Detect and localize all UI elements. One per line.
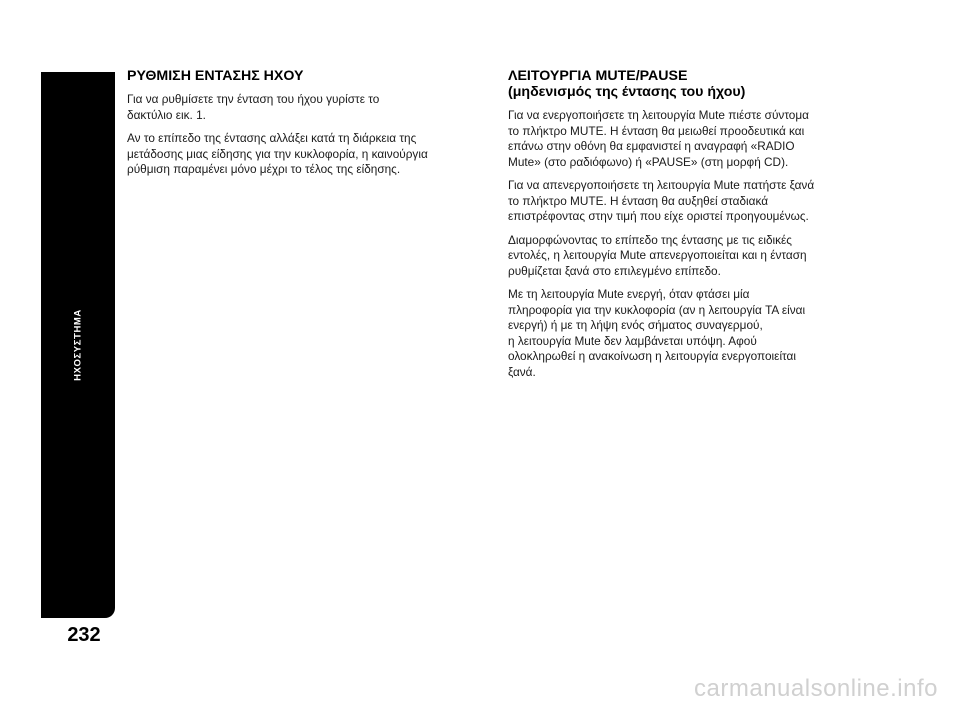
- mute-subtitle-line: (μηδενισμός της έντασης του ήχου): [508, 84, 746, 100]
- mute-section: [508, 68, 853, 388]
- mute-paragraph: Για να ενεργοποιήσετε τη λειτουργία Mute πιέστε σύντομα το πλήκτρο MUTE. Η ένταση θα μειωθεί προοδευτικά και επάνω στην οθόνη θα εμφανιστεί η αναγραφή «RADIO Mute» (στο ραδιόφωνο) ή «PAUSE» (στη μορφή CD).: [508, 108, 809, 169]
- side-chapter-label: ΗΧΟΣΥΣΤΗΜΑ: [72, 309, 84, 381]
- mute-paragraph: Διαμορφώνοντας το επίπεδο της έντασης με τις ειδικές εντολές, η λειτουργία Mute απενεργοποιείται και η ένταση ρυθμίζεται ξανά στο επιλεγμένο επίπεδο.: [508, 232, 807, 278]
- page-number: 232: [67, 624, 101, 646]
- volume-section-title: ΡΥΘΜΙΣΗ ΕΝΤΑΣΗΣ ΗΧΟΥ: [127, 68, 304, 84]
- mute-paragraph: Για να απενεργοποιήσετε τη λειτουργία Mute πατήστε ξανά το πλήκτρο MUTE. Η ένταση θα αυξηθεί σταδιακά επιστρέφοντας στην τιμή που είχε οριστεί προηγουμένως.: [508, 178, 815, 223]
- mute-section-title: [508, 68, 853, 100]
- volume-section: [127, 68, 482, 186]
- volume-paragraph: Αν το επίπεδο της έντασης αλλάξει κατά τη διάρκεια της μετάδοσης μιας είδησης για την κυκλοφορία, η καινούργια ρύθμιση παραμένει μόνο μέχρι το τέλος της είδησης.: [127, 131, 428, 176]
- volume-paragraph: Για να ρυθμίσετε την ένταση του ήχου γυρίστε το δακτύλιο εικ. 1.: [127, 92, 380, 122]
- mute-paragraph: Με τη λειτουργία Mute ενεργή, όταν φτάσει μία πληροφορία για την κυκλοφορία (αν η λειτουργία TA είναι ενεργή) ή με τη λήψη ενός σήματος συναγερμού, η λειτουργία Mute δεν λαμβάνεται υπόψη. Αφού ολοκληρωθεί η ανακοίνωση η λειτουργία ενεργοποιείται ξανά.: [508, 287, 806, 379]
- watermark: carmanualsonline.info: [694, 675, 938, 702]
- mute-title-line: ΛΕΙΤΟΥΡΓΙΑ MUTE/PAUSE: [508, 68, 688, 84]
